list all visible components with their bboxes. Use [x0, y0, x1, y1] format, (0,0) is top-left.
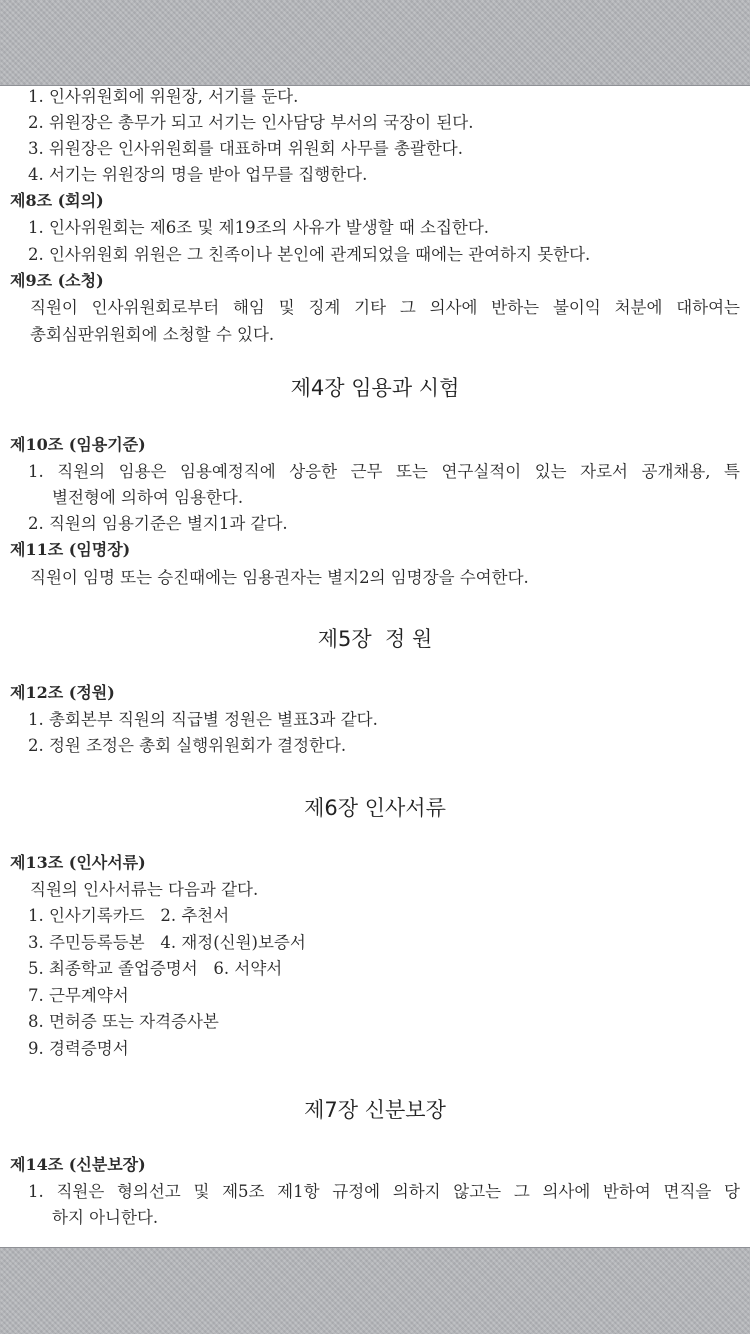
- article9-title: 제9조 (소청): [10, 271, 104, 290]
- article8-item-1: 1. 인사위원회는 제6조 및 제19조의 사유가 발생할 때 소집한다.: [28, 218, 490, 237]
- article12-title: 제12조 (정원): [10, 683, 115, 702]
- bottom-bar: [0, 1247, 750, 1334]
- article11-text: 직원이 임명 또는 승진때에는 임용권자는 별지2의 임명장을 수여한다.: [30, 568, 529, 587]
- article8-title: 제8조 (회의): [10, 191, 104, 210]
- article7-item-3: 3. 위원장은 인사위원회를 대표하며 위원회 사무를 총괄한다.: [28, 139, 463, 158]
- article14-item-1-line-2: 하지 아니한다.: [52, 1208, 159, 1227]
- article7-item-2: 2. 위원장은 총무가 되고 서기는 인사담당 부서의 국장이 된다.: [28, 113, 474, 132]
- article9-line-1: 직원이 인사위원회로부터 해임 및 징계 기타 그 의사에 반하는 불이익 처분에 대하여는: [30, 298, 740, 317]
- chapter4-heading: 제4장 임용과 시험: [290, 376, 460, 400]
- chapter6-heading: 제6장 인사서류: [304, 796, 446, 820]
- article7-item-4: 4. 서기는 위원장의 명을 받아 업무를 집행한다.: [28, 165, 368, 184]
- document-page: [0, 86, 750, 1247]
- article13-line-1: 1. 인사기록카드 2. 추천서: [28, 906, 230, 925]
- article13-title: 제13조 (인사서류): [10, 853, 146, 872]
- article8-item-2: 2. 인사위원회 위원은 그 친족이나 본인에 관계되었을 때에는 관여하지 못한다.: [28, 245, 591, 264]
- article13-line-5: 8. 면허증 또는 자격증사본: [28, 1012, 219, 1031]
- article7-item-1: 1. 인사위원회에 위원장, 서기를 둔다.: [28, 87, 299, 106]
- chapter7-heading: 제7장 신분보장: [304, 1098, 446, 1122]
- article14-title: 제14조 (신분보장): [10, 1155, 146, 1174]
- chapter5-heading: 제5장 정 원: [317, 627, 433, 651]
- article12-item-2: 2. 정원 조정은 총회 실행위원회가 결정한다.: [28, 736, 347, 755]
- article10-item-2: 2. 직원의 임용기준은 별지1과 같다.: [28, 514, 288, 533]
- article13-line-4: 7. 근무계약서: [28, 986, 129, 1005]
- article9-line-2: 총회심판위원회에 소청할 수 있다.: [30, 325, 275, 344]
- article10-item-1-line-1: 1. 직원의 임용은 임용예정직에 상응한 근무 또는 연구실적이 있는 자로서 공개채용, 특: [28, 462, 740, 481]
- article13-intro: 직원의 인사서류는 다음과 같다.: [30, 880, 259, 899]
- article10-item-1-line-2: 별전형에 의하여 임용한다.: [52, 488, 244, 507]
- article13-line-3: 5. 최종학교 졸업증명서 6. 서약서: [28, 959, 283, 978]
- top-bar: [0, 0, 750, 86]
- article12-item-1: 1. 총회본부 직원의 직급별 정원은 별표3과 같다.: [28, 710, 378, 729]
- article13-line-6: 9. 경력증명서: [28, 1039, 129, 1058]
- article14-item-1-line-1: 1. 직원은 형의선고 및 제5조 제1항 규정에 의하지 않고는 그 의사에 반하여 면직을 당: [28, 1182, 740, 1201]
- article13-line-2: 3. 주민등록등본 4. 재정(신원)보증서: [28, 933, 306, 952]
- article11-title: 제11조 (임명장): [10, 540, 131, 559]
- article10-title: 제10조 (임용기준): [10, 435, 146, 454]
